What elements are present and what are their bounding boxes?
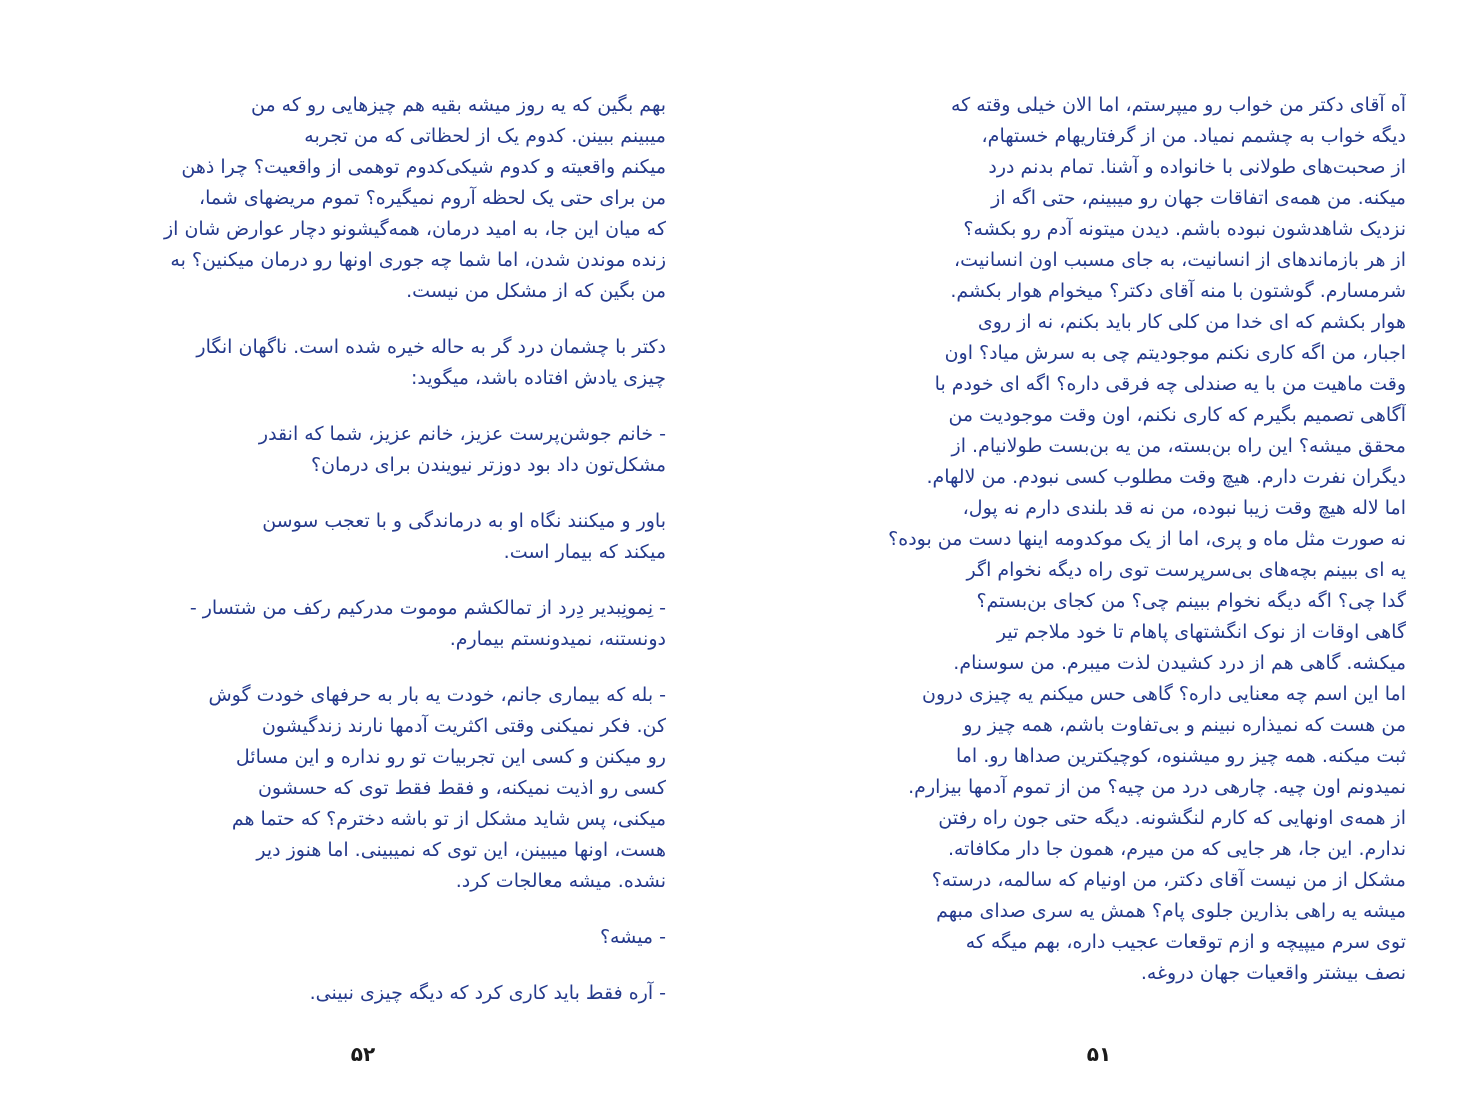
text-line: اجبار، من اگه کاری نکنم موجودیتم چی به سرش میاد؟ اون	[944, 342, 1406, 364]
text-line: آگاهی تصمیم بگیرم که کاری نکنم، اون وقت موجودیت من	[948, 404, 1406, 426]
paragraph	[72, 419, 666, 481]
text-line: دکتر با چشمان درد گر به حاله خیره شده است. ناگهان انگار	[196, 336, 666, 358]
paragraph	[72, 978, 666, 1009]
text-line: محقق میشه؟ این راه بن‌بسته، من یه بن‌بست طولانیام. از	[951, 435, 1406, 457]
text-line: من بگین که از مشکل من نیست.	[406, 280, 666, 302]
text-line: ثبت میکنه. همه چیز رو میشنوه، کوچیکترین صداها رو. اما	[955, 745, 1406, 767]
text-line: اما این اسم چه معنایی داره؟ گاهی حس میکنم یه چیزی درون	[922, 683, 1406, 705]
left-page-number: ۵۲	[350, 1042, 376, 1066]
text-line: گاهی اوقات از نوک انگشتهای پاهام تا خود ملاجم تیر	[996, 621, 1406, 643]
text-line: نمیدونم اون چیه. چارهی درد من چیه؟ من از تموم آدمها بیزارم.	[908, 776, 1406, 798]
right-page	[737, 0, 1474, 1106]
text-line: نزدیک شاهدشون نبوده باشم. دیدن میتونه آدم رو بکشه؟	[963, 218, 1406, 240]
text-line: آه آقای دکتر من خواب رو میپرستم، اما الان خیلی وقته که	[950, 94, 1406, 116]
text-line: من هست که نمیذاره نبینم و بی‌تفاوت باشم، همه چیز رو	[963, 714, 1406, 736]
left-page-text	[72, 90, 666, 1009]
text-line: - آره فقط باید کاری کرد که دیگه چیزی نبینی.	[309, 982, 666, 1004]
text-line: دیگه خواب به چشمم نمیاد. من از گرفتاریهام خستهام،	[981, 125, 1406, 147]
text-line: زنده موندن شدن، اما شما چه جوری اونها رو درمان میکنین؟ به	[170, 249, 666, 271]
text-line: میکنه. من همه‌ی اتفاقات جهان رو میبینم، حتی اگه از	[991, 187, 1406, 209]
text-line: که میان این جا، به امید درمان، همه‌گیشونو دچار عوارض شان از	[163, 218, 666, 240]
text-line: از صحبت‌های طولانی با خانواده و آشنا. تمام بدنم درد	[988, 156, 1406, 178]
right-page-text	[810, 90, 1406, 989]
text-line: هوار بکشم که ای خدا من کلی کار باید بکنم، نه از روی	[977, 311, 1406, 333]
paragraph	[72, 506, 666, 568]
text-line: گدا چی؟ اگه دیگه نخوام ببینم چی؟ من کجای بن‌بستم؟	[976, 590, 1406, 612]
text-line: میبینم ببینن. کدوم یک از لحظاتی که من تجربه	[304, 125, 666, 147]
text-line: توی سرم میپیچه و ازم توقعات عجیب داره، بهم میگه که	[965, 931, 1406, 953]
text-line: میکنی، پس شاید مشکل از تو باشه دخترم؟ که حتما هم	[231, 808, 666, 830]
text-line: شرمسارم. گوشتون با منه آقای دکتر؟ میخوام هوار بکشم.	[950, 280, 1406, 302]
text-line: وقت ماهیت من با یه صندلی چه فرقی داره؟ اگه ای خودم با	[934, 373, 1406, 395]
paragraph	[72, 332, 666, 394]
text-line: - بله که بیماری جانم، خودت یه بار به حرفهای خودت گوش	[208, 684, 666, 706]
text-line: دونستنه، نمیدونستم بیمارم.	[449, 628, 666, 650]
text-line: باور و میکنند نگاه او به درماندگی و با تعجب سوسن	[262, 510, 666, 532]
text-line: ندارم. این جا، هر جایی که من میرم، همون جا دار مکافاته.	[947, 838, 1406, 860]
text-line: میشه یه راهی بذارین جلوی پام؟ همش یه سری صدای مبهم	[936, 900, 1406, 922]
paragraph	[72, 593, 666, 655]
text-line: دیگران نفرت دارم. هیچ وقت مطلوب کسی نبودم. من لالهام.	[926, 466, 1406, 488]
text-line: نه صورت مثل ماه و پری، اما از یک موکدومه اینها دست من بوده؟	[888, 528, 1406, 550]
text-line: کن. فکر نمیکنی وقتی اکثریت آدمها نارند زندگیشون	[261, 715, 666, 737]
text-line: - خانم جوشن‌پرست عزیز، خانم عزیز، شما که انقدر	[258, 423, 666, 445]
paragraph	[72, 922, 666, 953]
text-line: - نِمونِبدیر دِرد از تمالکشم موموت مدرکیم رکف من شتسار -	[189, 597, 666, 619]
paragraph	[810, 90, 1406, 989]
right-page-number: ۵۱	[1086, 1042, 1112, 1066]
text-line: بهم بگین که یه روز میشه بقیه هم چیزهایی رو که من	[251, 94, 666, 116]
paragraph	[72, 680, 666, 897]
text-line: من برای حتی یک لحظه آروم نمیگیره؟ تموم مریضهای شما،	[198, 187, 666, 209]
text-line: - میشه؟	[599, 926, 666, 948]
text-line: میکند که بیمار است.	[503, 541, 666, 563]
text-line: از همه‌ی اونهایی که کارم لنگشونه. دیگه حتی جون راه رفتن	[938, 807, 1406, 829]
text-line: مشکل از من نیست آقای دکتر، من اونیام که سالمه، درسته؟	[931, 869, 1406, 891]
text-line: چیزی یادش افتاده باشد، میگوید:	[410, 367, 666, 389]
text-line: نشده. میشه معالجات کرد.	[455, 870, 666, 892]
paragraph	[72, 90, 666, 307]
text-line: مشکل‌تون داد بود دوزتر نیویندن برای درمان؟	[311, 454, 666, 476]
text-line: یه ای ببینم بچه‌های بی‌سرپرست توی راه دیگه نخوام اگر	[966, 559, 1406, 581]
text-line: هست، اونها میبینن، این توی که نمیبینی. اما هنوز دیر	[256, 839, 666, 861]
text-line: اما لاله هیچ وقت زیبا نبوده، من نه قد بلندی دارم نه پول،	[962, 497, 1406, 519]
text-line: میکشه. گاهی هم از درد کشیدن لذت میبرم. من سوسنام.	[953, 652, 1406, 674]
text-line: میکنم واقعیته و کدوم شیکی‌کدوم توهمی از واقعیت؟ چرا ذهن	[181, 156, 666, 178]
text-line: نصف بیشتر واقعیات جهان دروغه.	[1140, 962, 1406, 984]
text-line: کسی رو اذیت نمیکنه، و فقط فقط توی که حسشون	[257, 777, 666, 799]
text-line: از هر بازماندهای از انسانیت، به جای مسبب اون انسانیت،	[954, 249, 1406, 271]
text-line: رو میکنن و کسی این تجربیات تو رو نداره و این مسائل	[235, 746, 666, 768]
